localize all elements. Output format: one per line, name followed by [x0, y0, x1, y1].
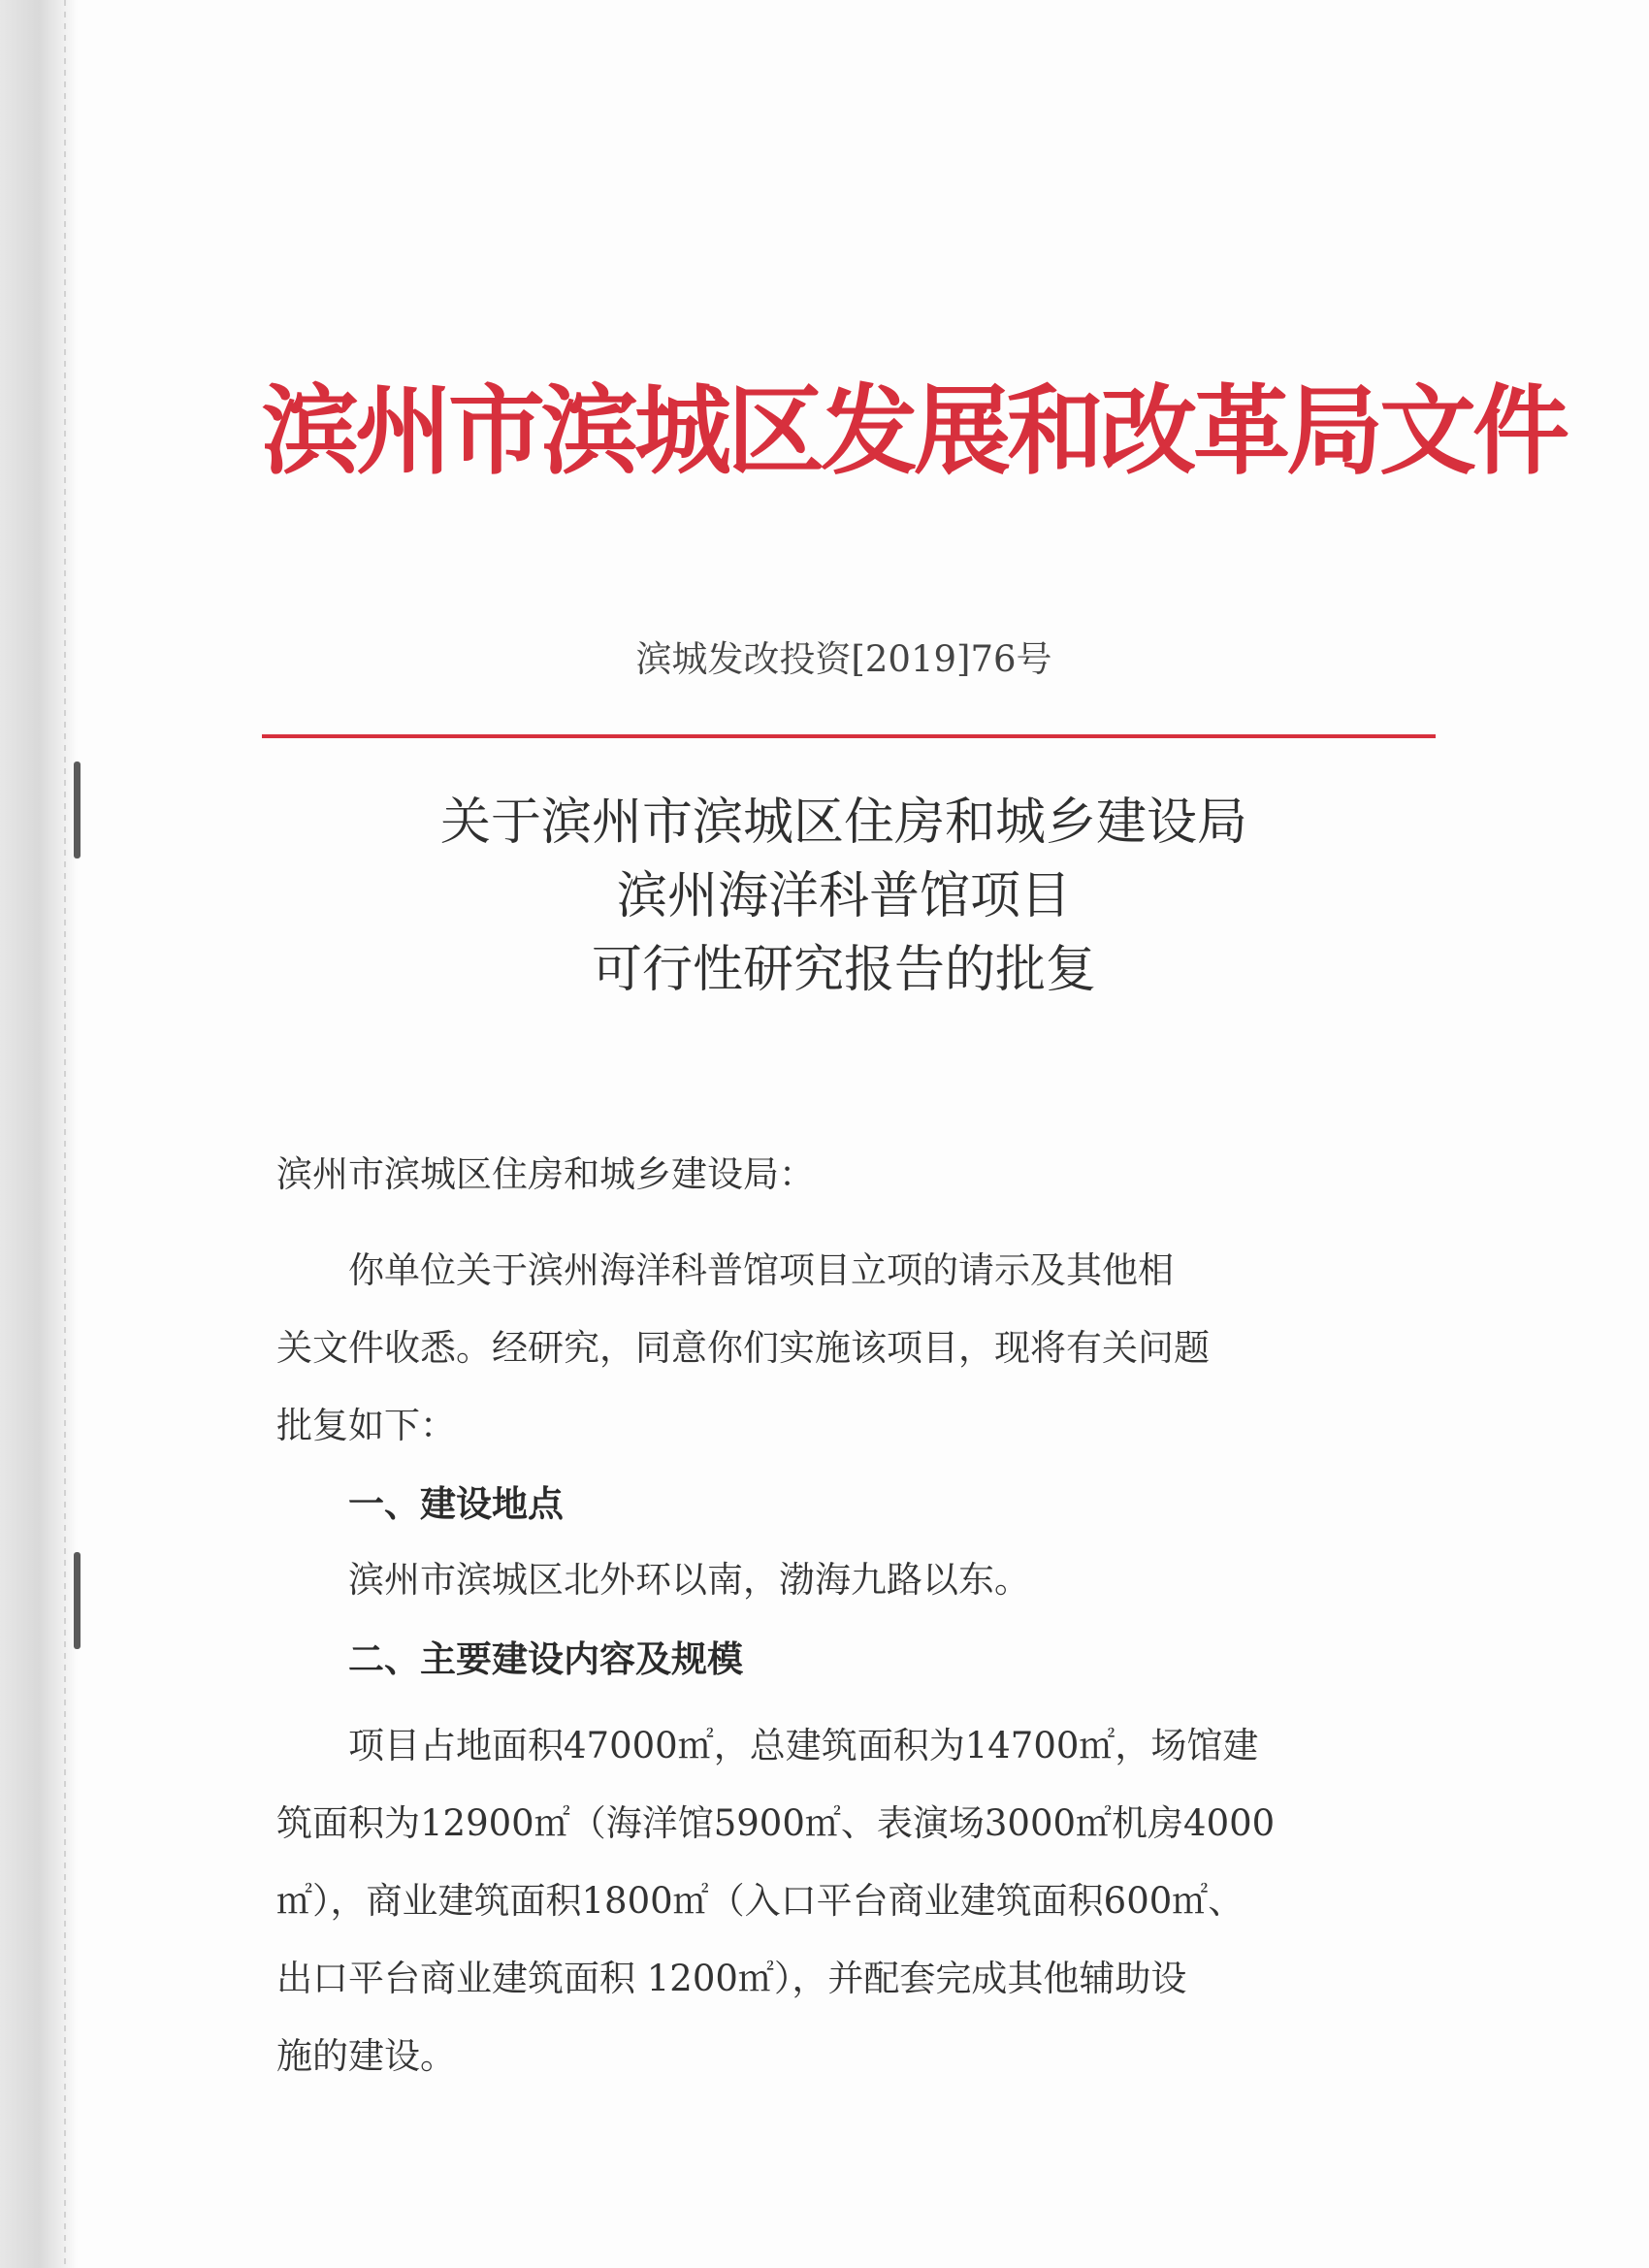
text-line: ㎡），商业建筑面积1800㎡（入口平台商业建筑面积600㎡、 — [276, 1880, 1245, 1922]
paragraph-intro — [276, 1232, 1406, 1465]
text-line: 出口平台商业建筑面积 1200㎡），并配套完成其他辅助设 — [276, 1958, 1187, 1999]
subject-line: 关于滨州市滨城区住房和城乡建设局 — [439, 794, 1247, 852]
staple-top — [74, 761, 81, 859]
document-header-title: 滨州市滨城区发展和改革局文件 — [262, 374, 1566, 488]
text-line: 施的建设。 — [276, 2035, 456, 2077]
subject-title — [320, 786, 1368, 1007]
subject-line: 滨州海洋科普馆项目 — [616, 867, 1071, 925]
document-number: 滨城发改投资[2019]76号 — [635, 638, 1052, 680]
red-divider — [262, 734, 1436, 738]
scan-shadow — [0, 0, 78, 2268]
section-heading-location: 一、建设地点 — [348, 1482, 564, 1525]
staple-bottom — [74, 1552, 81, 1649]
subject-line: 可行性研究报告的批复 — [591, 941, 1096, 999]
text-line: 你单位关于滨州海洋科普馆项目立项的请示及其他相 — [348, 1249, 1174, 1291]
addressee: 滨州市滨城区住房和城乡建设局： — [276, 1153, 815, 1195]
paragraph-scope — [276, 1707, 1406, 2095]
location-text: 滨州市滨城区北外环以南，渤海九路以东。 — [348, 1559, 1030, 1601]
section-heading-scope: 二、主要建设内容及规模 — [348, 1637, 743, 1680]
text-line: 项目占地面积47000㎡，总建筑面积为14700㎡，场馆建 — [348, 1725, 1259, 1766]
text-line: 关文件收悉。经研究，同意你们实施该项目，现将有关问题 — [276, 1327, 1210, 1369]
text-line: 筑面积为12900㎡（海洋馆5900㎡、表演场3000㎡机房4000 — [276, 1802, 1276, 1844]
scan-edge-line — [64, 0, 66, 2268]
text-line: 批复如下： — [276, 1405, 456, 1446]
